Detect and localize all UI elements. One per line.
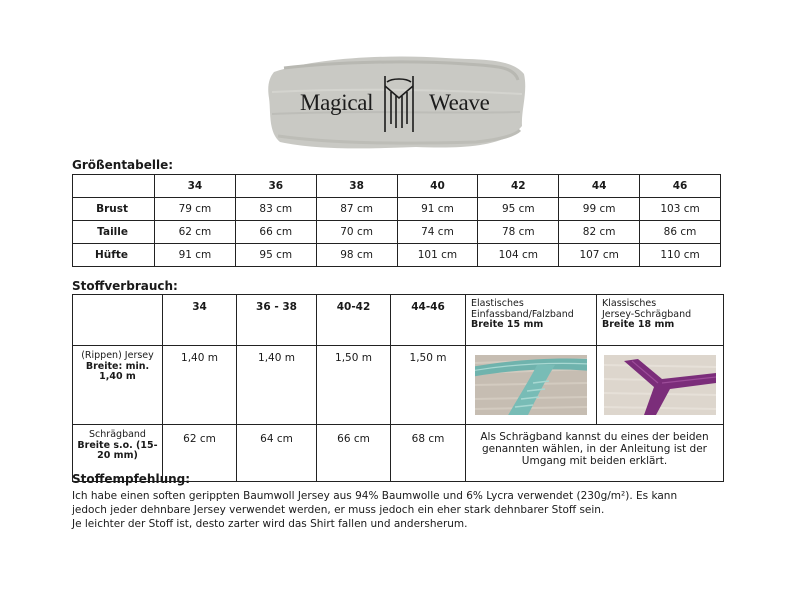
fabric-table xyxy=(72,294,724,482)
measure-cell: 95 cm xyxy=(235,244,316,267)
size-table xyxy=(72,174,721,267)
jersey-label: (Rippen) Jersey xyxy=(81,350,154,361)
measure-cell: 110 cm xyxy=(640,244,721,267)
size-header: 34 xyxy=(155,175,236,198)
recommendation-line: Ich habe einen soften gerippten Baumwoll Jersey aus 94% Baumwolle und 6% Lycra verwendet (230g/m²). Es kann xyxy=(72,490,678,502)
fabric-amount-cell: 1,40 m xyxy=(163,346,237,425)
size-range-header: 44-46 xyxy=(391,295,466,346)
bias-tape-header xyxy=(597,295,724,346)
fabric-amount-cell: 62 cm xyxy=(163,425,237,482)
size-header: 40 xyxy=(397,175,478,198)
corner-cell xyxy=(73,295,163,346)
fabric-amount-cell: 1,50 m xyxy=(391,346,466,425)
elastic-band-width: Breite 15 mm xyxy=(471,319,544,330)
measure-cell: 98 cm xyxy=(316,244,397,267)
measure-cell: 70 cm xyxy=(316,221,397,244)
fabric-amount-cell: 68 cm xyxy=(391,425,466,482)
measure-cell: 78 cm xyxy=(478,221,559,244)
logo xyxy=(266,52,528,156)
measure-cell: 74 cm xyxy=(397,221,478,244)
measure-cell: 87 cm xyxy=(316,198,397,221)
measure-cell: 86 cm xyxy=(640,221,721,244)
measure-cell: 66 cm xyxy=(235,221,316,244)
bias-tape-photo xyxy=(604,355,716,415)
size-header: 38 xyxy=(316,175,397,198)
fabric-amount-cell: 1,50 m xyxy=(317,346,391,425)
elastic-band-header xyxy=(466,295,597,346)
measure-cell: 101 cm xyxy=(397,244,478,267)
recommendation-line: Je leichter der Stoff ist, desto zarter wird das Shirt fallen und andersherum. xyxy=(72,518,468,530)
measure-cell: 91 cm xyxy=(397,198,478,221)
row-label: Taille xyxy=(73,221,155,244)
row-label: Hüfte xyxy=(73,244,155,267)
measure-cell: 62 cm xyxy=(155,221,236,244)
table-row-huefte xyxy=(73,244,721,267)
table-row-brust xyxy=(73,198,721,221)
measure-cell: 107 cm xyxy=(559,244,640,267)
logo-emblem-icon xyxy=(382,74,416,134)
bias-tape-photo-cell xyxy=(597,346,724,425)
size-header: 36 xyxy=(235,175,316,198)
measure-cell: 83 cm xyxy=(235,198,316,221)
fabric-amount-cell: 64 cm xyxy=(237,425,317,482)
bias-tape-line1: Klassisches xyxy=(602,298,657,309)
corner-cell xyxy=(73,175,155,198)
size-header: 46 xyxy=(640,175,721,198)
size-range-header: 36 - 38 xyxy=(237,295,317,346)
logo-word-weave: Weave xyxy=(429,90,490,115)
bias-tape-note: Als Schrägband kannst du eines der beiden genannten wählen, in der Anleitung ist der Umgang mit beiden erklärt. xyxy=(466,425,724,482)
size-header-row xyxy=(73,175,721,198)
measure-cell: 82 cm xyxy=(559,221,640,244)
table-row-jersey xyxy=(73,346,724,425)
logo-word-magical: Magical xyxy=(300,90,374,115)
elastic-band-photo-cell xyxy=(466,346,597,425)
fabric-amount-cell: 66 cm xyxy=(317,425,391,482)
measure-cell: 103 cm xyxy=(640,198,721,221)
fabric-table-title: Stoffverbrauch: xyxy=(72,279,178,293)
measure-cell: 91 cm xyxy=(155,244,236,267)
measure-cell: 95 cm xyxy=(478,198,559,221)
elastic-band-photo xyxy=(475,355,587,415)
table-row-taille xyxy=(73,221,721,244)
bias-tape-width: Breite 18 mm xyxy=(602,319,675,330)
fabric-header-row xyxy=(73,295,724,346)
bias-row-width-label: Breite s.o. (15-20 mm) xyxy=(77,439,158,461)
size-table-title: Größentabelle: xyxy=(72,158,174,172)
bias-tape-line2: Jersey-Schrägband xyxy=(602,308,692,320)
measure-cell: 79 cm xyxy=(155,198,236,221)
row-label xyxy=(73,346,163,425)
size-range-header: 40-42 xyxy=(317,295,391,346)
row-label: Brust xyxy=(73,198,155,221)
elastic-band-line1: Elastisches xyxy=(471,298,524,309)
recommendation-title: Stoffempfehlung: xyxy=(72,472,191,486)
size-header: 42 xyxy=(478,175,559,198)
fabric-amount-cell: 1,40 m xyxy=(237,346,317,425)
bias-row-label: Schrägband xyxy=(89,429,146,440)
size-header: 44 xyxy=(559,175,640,198)
jersey-width-label: Breite: min. 1,40 m xyxy=(85,360,150,382)
measure-cell: 99 cm xyxy=(559,198,640,221)
measure-cell: 104 cm xyxy=(478,244,559,267)
size-range-header: 34 xyxy=(163,295,237,346)
elastic-band-line2: Einfassband/Falzband xyxy=(471,308,574,320)
recommendation-line: jedoch jeder dehnbare Jersey verwendet werden, er muss jedoch ein eher stark dehnbarer Stoff sein. xyxy=(72,504,605,516)
recommendation-text xyxy=(72,489,732,531)
